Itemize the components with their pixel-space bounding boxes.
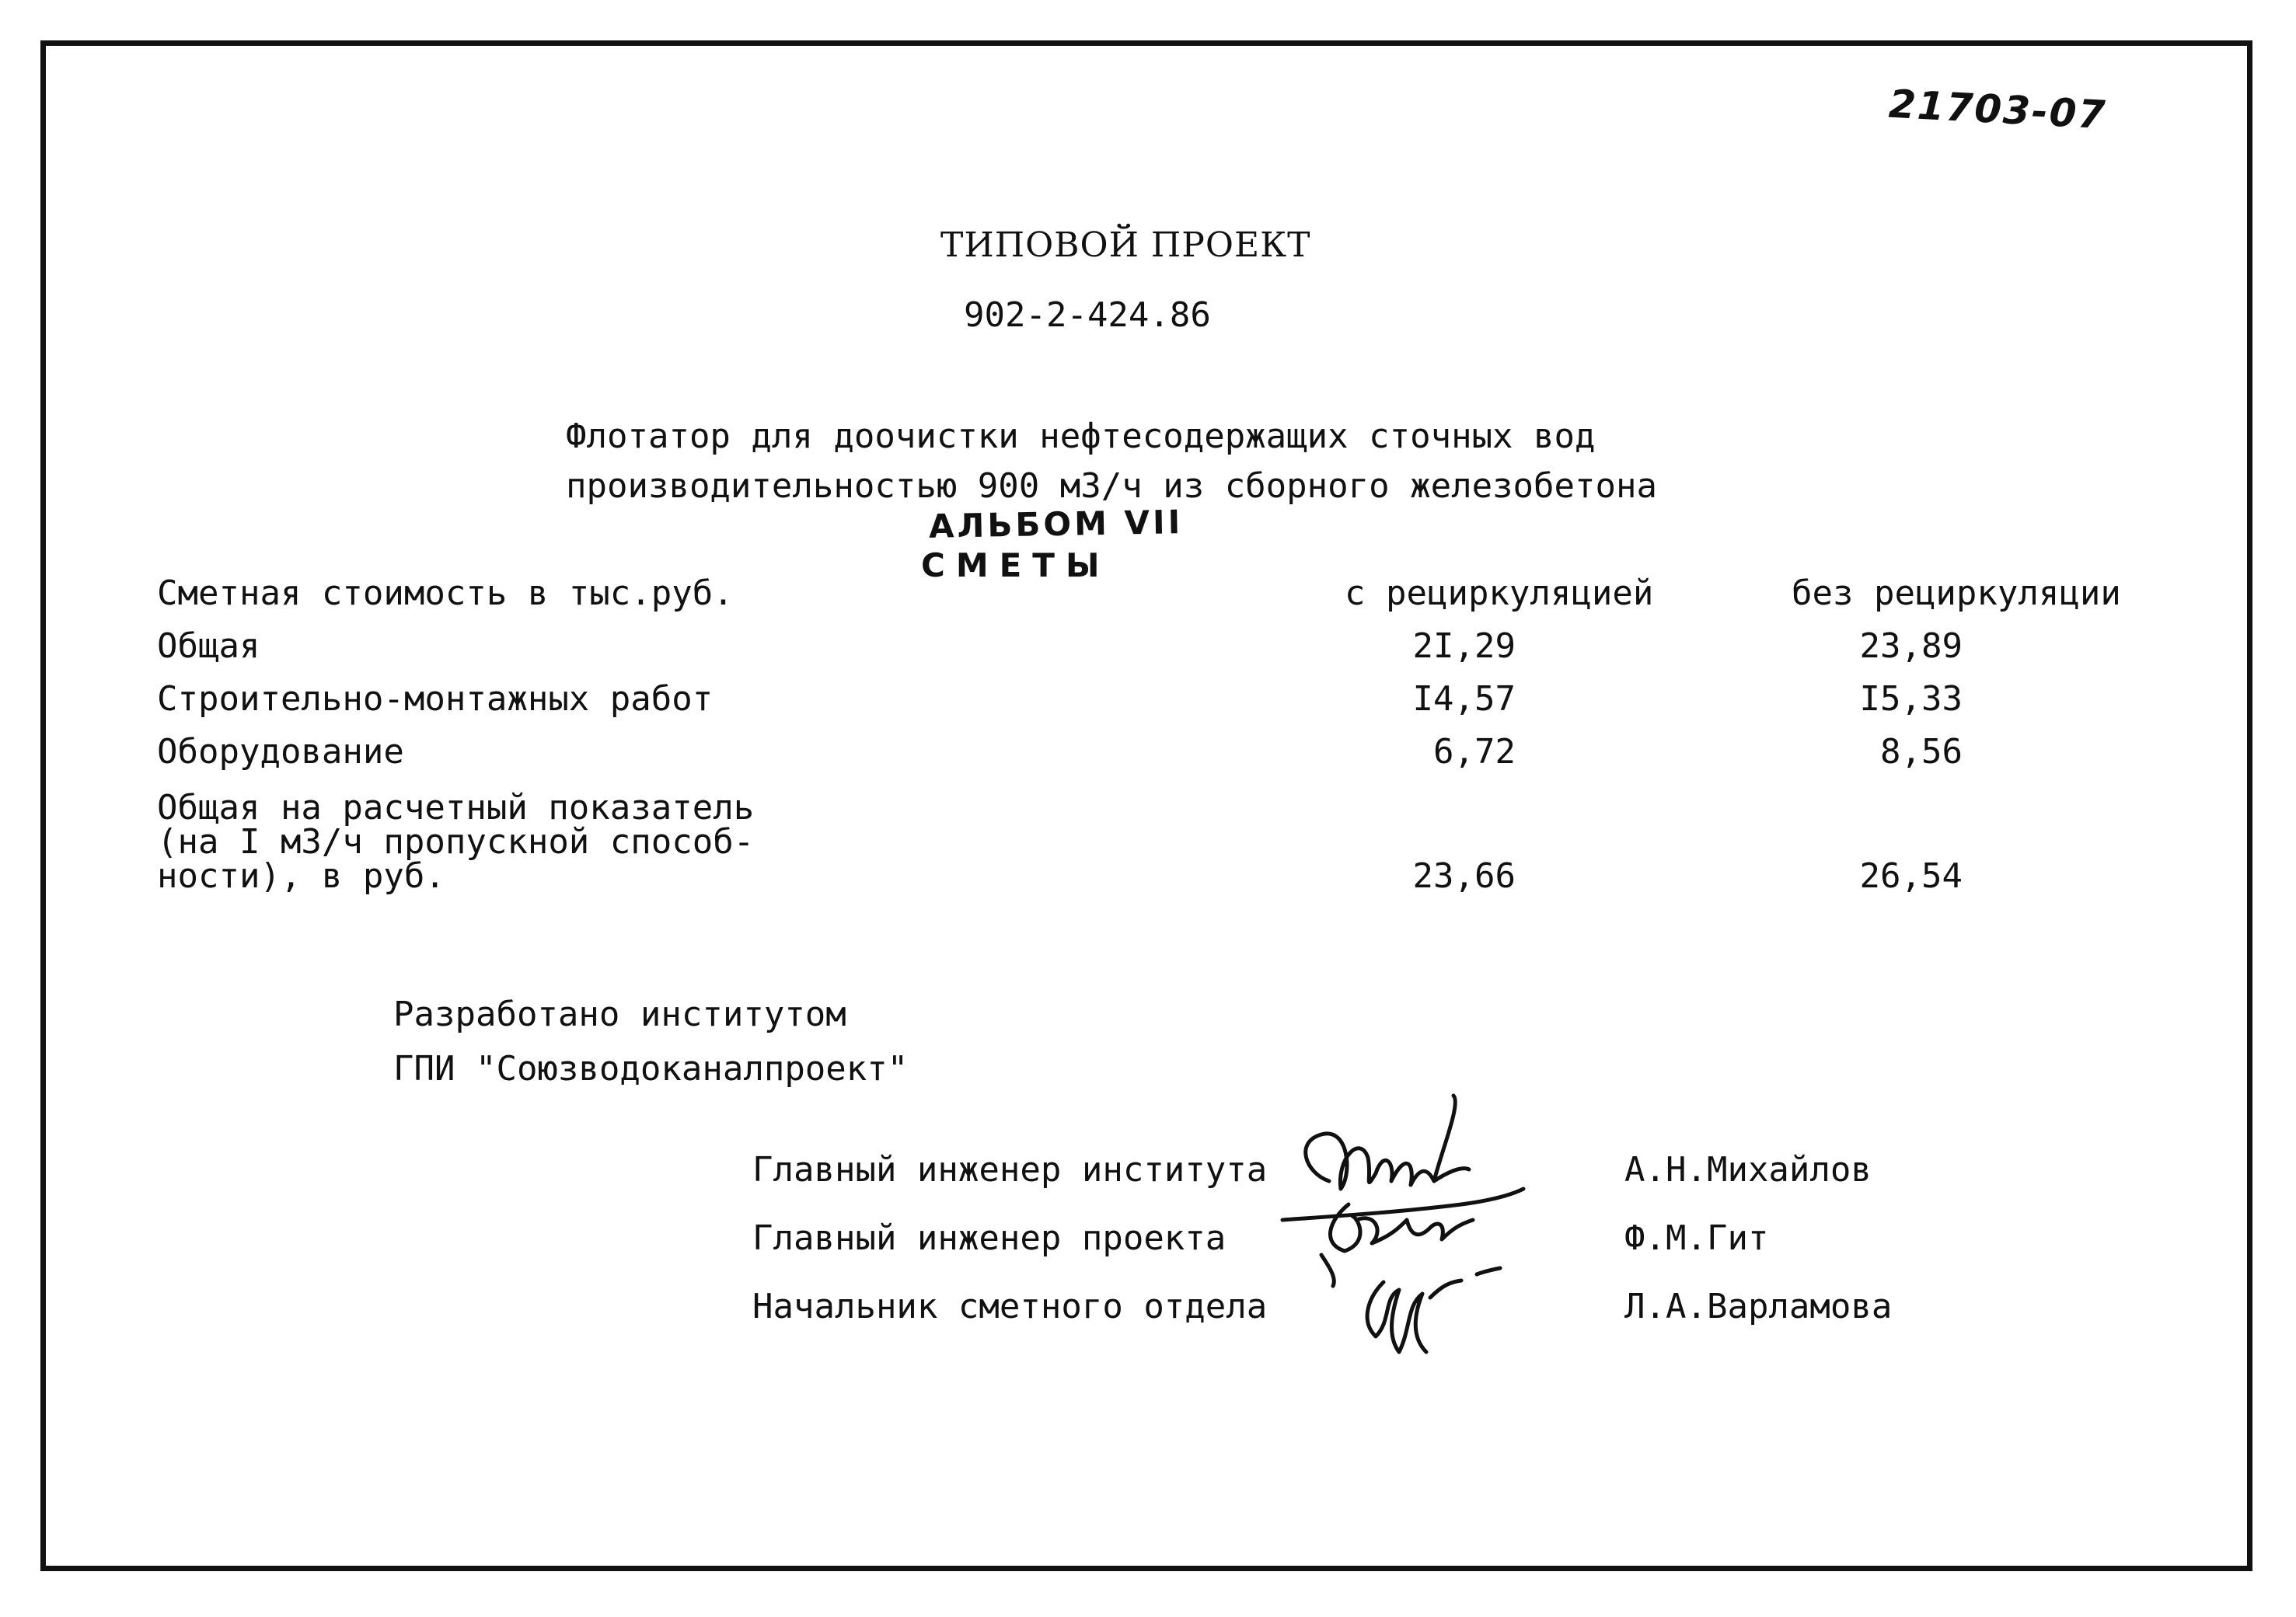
cost-row-label-construction: Строительно-монтажных работ <box>157 679 714 719</box>
signatory-role-chief-engineer-institute: Главный инженер института <box>752 1150 1268 1190</box>
project-description-line-1: Флотатор для доочистки нефтесодержащих сточных вод <box>566 416 1596 456</box>
signatory-name-head-estimate-dept: Л.А.Варламова <box>1624 1287 1893 1326</box>
signature-1 <box>1306 1096 1469 1189</box>
cost-row-construction-without: I5,33 <box>1859 679 1963 719</box>
cost-row-total-with: 2I,29 <box>1412 626 1516 666</box>
cost-row-label-per-unit-line-3: ности), в руб. <box>157 856 445 896</box>
cost-row-per-unit-without: 26,54 <box>1859 856 1963 896</box>
developer-line-1: Разработано институтом <box>393 995 846 1034</box>
handwritten-album: АЛЬБОМ VII <box>928 503 1184 545</box>
project-code: 902-2-424.86 <box>964 295 1211 335</box>
cost-row-label-per-unit-line-2: (на I м3/ч пропускной способ- <box>157 822 755 862</box>
cost-row-equipment-with: 6,72 <box>1433 732 1516 772</box>
signature-3 <box>1367 1268 1500 1352</box>
cost-row-construction-with: I4,57 <box>1412 679 1516 719</box>
cost-table-header-label: Сметная стоимость в тыс.руб. <box>157 573 734 613</box>
cost-row-label-total: Общая <box>157 626 260 666</box>
signatory-role-head-estimate-dept: Начальник сметного отдела <box>752 1287 1268 1326</box>
cost-table-column-without-recirculation: без рециркуляции <box>1792 573 2121 613</box>
signatory-name-chief-engineer-institute: А.Н.Михайлов <box>1624 1150 1872 1190</box>
handwritten-section: СМЕТЫ <box>921 546 1111 584</box>
cost-table-column-with-recirculation: с рециркуляцией <box>1345 573 1654 613</box>
document-number: 21703-07 <box>1887 81 2108 138</box>
handwritten-signatures <box>1275 1088 1601 1383</box>
project-title: ТИПОВОЙ ПРОЕКТ <box>940 225 1311 265</box>
cost-row-label-per-unit-line-1: Общая на расчетный показатель <box>157 788 755 828</box>
cost-row-label-equipment: Оборудование <box>157 732 404 772</box>
cost-row-total-without: 23,89 <box>1859 626 1963 666</box>
signatory-role-chief-engineer-project: Главный инженер проекта <box>752 1218 1227 1258</box>
project-description-line-2: производительностью 900 м3/ч из сборного железобетона <box>566 466 1657 506</box>
cost-row-per-unit-with: 23,66 <box>1412 856 1516 896</box>
cost-row-equipment-without: 8,56 <box>1880 732 1963 772</box>
signatory-name-chief-engineer-project: Ф.М.Гит <box>1624 1218 1769 1258</box>
developer-line-2: ГПИ "Союзводоканалпроект" <box>393 1049 909 1089</box>
